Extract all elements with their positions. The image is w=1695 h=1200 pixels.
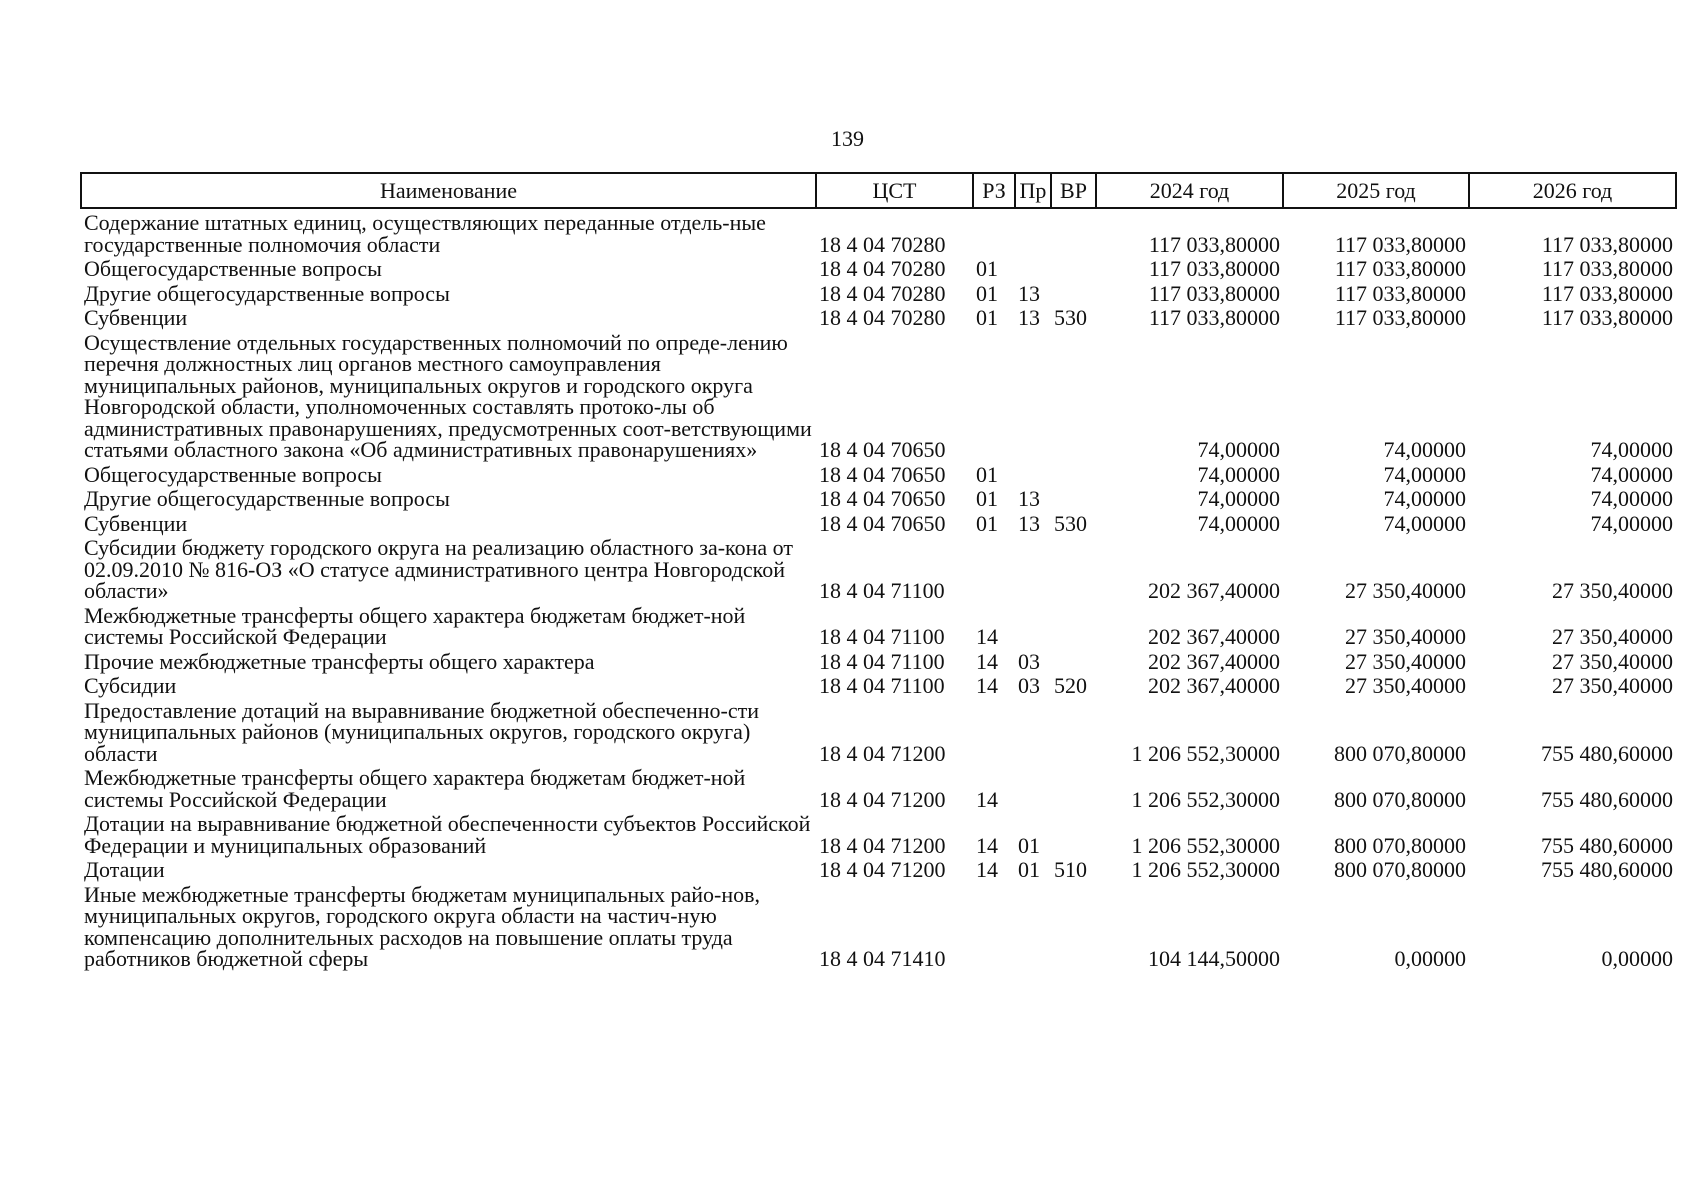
row-pr: 13: [1018, 510, 1040, 536]
row-cst: 18 4 04 71200: [819, 740, 946, 766]
row-pr: 01: [1018, 832, 1040, 858]
row-2024: 1 206 552,30000: [1131, 832, 1280, 858]
row-pr: 03: [1018, 648, 1040, 674]
row-vr: [1051, 485, 1096, 510]
row-pr: 03: [1018, 673, 1040, 698]
row-cst: 18 4 04 70650: [819, 510, 946, 536]
row-2025: 27 350,40000: [1345, 648, 1466, 674]
row-name: Межбюджетные трансферты общего характера бюджетам бюджет-ной системы Российской Федерации: [84, 765, 746, 812]
row-2025: 800 070,80000: [1334, 832, 1466, 858]
row-vr: 530: [1054, 305, 1087, 330]
row-pr: 13: [1018, 305, 1040, 330]
row-2024: 117 033,80000: [1148, 256, 1280, 281]
header-cst: ЦСТ: [816, 173, 973, 208]
row-cst: 18 4 04 71100: [819, 578, 945, 603]
table-row: [81, 697, 1676, 765]
table-row: [81, 304, 1676, 329]
row-2025: 117 033,80000: [1334, 305, 1466, 330]
row-2024: 202 367,40000: [1148, 648, 1280, 674]
row-2024: 1 206 552,30000: [1131, 786, 1280, 812]
row-2025: 74,00000: [1383, 461, 1466, 487]
row-name: Другие общегосударственные вопросы: [84, 486, 450, 511]
table-row: [81, 329, 1676, 461]
row-cst: 18 4 04 70280: [819, 231, 946, 257]
row-2025: 117 033,80000: [1334, 256, 1466, 281]
row-vr: [1051, 329, 1096, 461]
table-row: [81, 534, 1676, 602]
row-name: Субвенции: [84, 305, 188, 330]
row-pr: [1015, 697, 1051, 765]
row-vr: [1051, 255, 1096, 280]
header-2025: 2025 год: [1283, 173, 1469, 208]
row-2026: 117 033,80000: [1541, 231, 1673, 257]
row-2025: 0,00000: [1394, 946, 1466, 971]
row-name: Общегосударственные вопросы: [84, 461, 382, 487]
row-cst: 18 4 04 70280: [819, 305, 946, 330]
row-vr: [1051, 280, 1096, 305]
row-2026: 74,00000: [1590, 486, 1673, 511]
row-2026: 74,00000: [1590, 437, 1673, 462]
row-cst: 18 4 04 70650: [819, 486, 946, 511]
row-rz: [973, 329, 1015, 461]
table-row: [81, 208, 1676, 255]
row-name: Субвенции: [84, 510, 188, 536]
row-2025: 800 070,80000: [1334, 857, 1466, 882]
row-2025: 117 033,80000: [1334, 231, 1466, 257]
row-vr: 530: [1054, 510, 1087, 536]
row-rz: 01: [976, 461, 998, 487]
row-vr: [1051, 648, 1096, 673]
table-row: [81, 280, 1676, 305]
header-name: Наименование: [81, 173, 816, 208]
row-vr: 510: [1054, 857, 1087, 882]
row-2025: 27 350,40000: [1345, 624, 1466, 649]
row-name: Субсидии: [84, 673, 177, 698]
row-cst: 18 4 04 71200: [819, 786, 946, 812]
row-2025: 117 033,80000: [1334, 280, 1466, 306]
row-name: Дотации на выравнивание бюджетной обеспеченности субъектов Российской Федерации и муниципальных образований: [84, 811, 811, 858]
row-2024: 1 206 552,30000: [1131, 740, 1280, 766]
row-rz: 01: [976, 305, 998, 330]
row-rz: [973, 881, 1015, 970]
row-2026: 27 350,40000: [1552, 624, 1673, 649]
row-2026: 0,00000: [1601, 946, 1673, 971]
table-row: [81, 764, 1676, 810]
row-2024: 74,00000: [1197, 461, 1280, 487]
row-pr: 13: [1018, 486, 1040, 511]
row-2026: 27 350,40000: [1552, 673, 1673, 698]
row-2025: 800 070,80000: [1334, 740, 1466, 766]
row-2025: 74,00000: [1383, 510, 1466, 536]
row-2024: 1 206 552,30000: [1131, 857, 1280, 882]
row-2026: 755 480,60000: [1541, 832, 1673, 858]
row-pr: [1015, 881, 1051, 970]
row-cst: 18 4 04 70280: [819, 280, 946, 306]
row-vr: 520: [1054, 673, 1087, 698]
row-name: Предоставление дотаций на выравнивание бюджетной обеспеченно-сти муниципальных районов (муниципальных округов, городского округа) области: [84, 697, 759, 766]
row-pr: [1015, 764, 1051, 810]
row-2024: 202 367,40000: [1148, 578, 1280, 603]
row-name: Межбюджетные трансферты общего характера бюджетам бюджет-ной системы Российской Федерации: [84, 602, 746, 649]
row-cst: 18 4 04 71200: [819, 857, 946, 882]
table-row: [81, 602, 1676, 648]
row-cst: 18 4 04 71100: [819, 673, 945, 698]
row-cst: 18 4 04 70650: [819, 461, 946, 487]
row-cst: 18 4 04 71100: [819, 648, 945, 674]
table-row: [81, 510, 1676, 535]
row-2024: 117 033,80000: [1148, 305, 1280, 330]
row-pr: [1015, 602, 1051, 648]
row-2025: 74,00000: [1383, 437, 1466, 462]
row-rz: 14: [976, 857, 998, 882]
row-pr: [1015, 255, 1051, 280]
header-pr: Пр: [1015, 173, 1051, 208]
row-2026: 117 033,80000: [1541, 280, 1673, 306]
row-2026: 755 480,60000: [1541, 857, 1673, 882]
row-2024: 74,00000: [1197, 510, 1280, 536]
row-rz: 01: [976, 486, 998, 511]
header-rz: РЗ: [973, 173, 1015, 208]
row-rz: [973, 534, 1015, 602]
row-cst: 18 4 04 71100: [819, 624, 945, 649]
row-rz: 01: [976, 510, 998, 536]
row-2024: 74,00000: [1197, 437, 1280, 462]
row-2025: 27 350,40000: [1345, 578, 1466, 603]
row-name: Общегосударственные вопросы: [84, 256, 382, 281]
row-name: Осуществление отдельных государственных полномочий по опреде-лению перечня должностных лиц органов местного самоуправления муниципальных районов, муниципальных округов и городского округа Новгородской области, уполномоченных составлять протоко-лы об административных правонарушениях, предусмотренных соот-ветствующими статьями областного закона «Об административных правонарушениях»: [84, 329, 812, 462]
row-vr: [1051, 881, 1096, 970]
row-rz: 14: [976, 832, 998, 858]
page-number: 139: [831, 126, 864, 151]
table-header: [81, 173, 1676, 208]
row-rz: 14: [976, 648, 998, 674]
row-rz: 14: [976, 673, 998, 698]
row-2026: 755 480,60000: [1541, 786, 1673, 812]
row-rz: 01: [976, 280, 998, 306]
row-2024: 74,00000: [1197, 486, 1280, 511]
row-cst: 18 4 04 71200: [819, 832, 946, 858]
row-pr: [1015, 461, 1051, 486]
row-rz: [973, 208, 1015, 255]
table-row: [81, 461, 1676, 486]
row-vr: [1051, 602, 1096, 648]
row-name: Другие общегосударственные вопросы: [84, 280, 450, 306]
header-vr: ВР: [1051, 173, 1096, 208]
row-name: Субсидии бюджету городского округа на реализацию областного за-кона от 02.09.2010 № 816-ОЗ «О статусе административного центра Новгородской области»: [84, 535, 793, 603]
table-row: [81, 255, 1676, 280]
row-vr: [1051, 764, 1096, 810]
table-row: [81, 672, 1676, 697]
budget-table: [80, 172, 1677, 970]
row-rz: 14: [976, 624, 998, 649]
table-row: [81, 485, 1676, 510]
table-row: [81, 648, 1676, 673]
row-pr: [1015, 208, 1051, 255]
table-row: [81, 881, 1676, 970]
row-rz: 01: [976, 256, 998, 281]
row-2024: 117 033,80000: [1148, 231, 1280, 257]
row-2024: 202 367,40000: [1148, 624, 1280, 649]
row-vr: [1051, 534, 1096, 602]
table-row: [81, 856, 1676, 881]
row-2025: 27 350,40000: [1345, 673, 1466, 698]
header-2024: 2024 год: [1096, 173, 1283, 208]
table-row: [81, 810, 1676, 856]
row-name: Содержание штатных единиц, осуществляющих переданные отдель-ные государственные полномочия области: [84, 210, 766, 257]
row-rz: 14: [976, 786, 998, 812]
row-vr: [1051, 461, 1096, 486]
row-2026: 117 033,80000: [1541, 256, 1673, 281]
row-name: Дотации: [84, 857, 165, 882]
row-2025: 800 070,80000: [1334, 786, 1466, 812]
row-vr: [1051, 208, 1096, 255]
row-2024: 104 144,50000: [1148, 946, 1280, 971]
row-2026: 27 350,40000: [1552, 578, 1673, 603]
row-rz: [973, 697, 1015, 765]
row-cst: 18 4 04 70280: [819, 256, 946, 281]
row-2024: 202 367,40000: [1148, 673, 1280, 698]
row-2026: 755 480,60000: [1541, 740, 1673, 766]
row-name: Прочие межбюджетные трансферты общего характера: [84, 648, 595, 674]
row-2026: 27 350,40000: [1552, 648, 1673, 674]
row-2026: 117 033,80000: [1541, 305, 1673, 330]
row-vr: [1051, 810, 1096, 856]
row-name: Иные межбюджетные трансферты бюджетам муниципальных райо-нов, муниципальных округов, городского округа области на частич-ную компенсацию дополнительных расходов на повышение оплаты труда работников бюджетной сферы: [84, 881, 760, 971]
row-vr: [1051, 697, 1096, 765]
row-pr: [1015, 534, 1051, 602]
row-cst: 18 4 04 70650: [819, 437, 946, 462]
row-pr: 01: [1018, 857, 1040, 882]
header-2026: 2026 год: [1469, 173, 1676, 208]
row-2026: 74,00000: [1590, 461, 1673, 487]
row-pr: 13: [1018, 280, 1040, 306]
row-2026: 74,00000: [1590, 510, 1673, 536]
row-pr: [1015, 329, 1051, 461]
row-2025: 74,00000: [1383, 486, 1466, 511]
row-2024: 117 033,80000: [1148, 280, 1280, 306]
row-cst: 18 4 04 71410: [819, 946, 946, 971]
